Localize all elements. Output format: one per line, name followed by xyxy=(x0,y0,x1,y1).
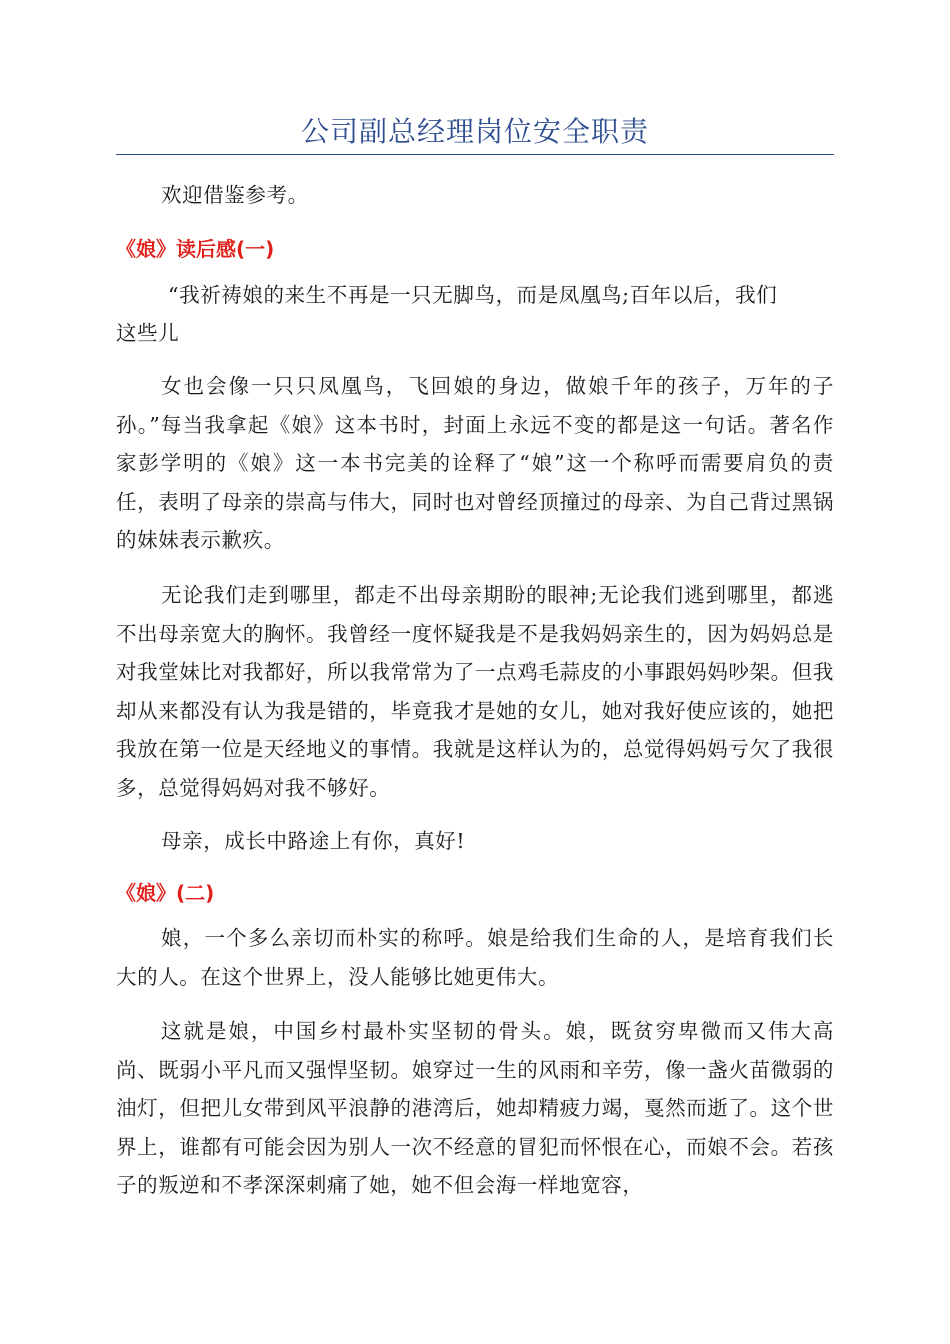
section2-paragraph-1: 娘，一个多么亲切而朴实的称呼。娘是给我们生命的人，是培育我们长大的人。在这个世界上，没人能够比她更伟大。 xyxy=(116,926,834,989)
title-underline xyxy=(116,154,834,155)
document-title: 公司副总经理岗位安全职责 xyxy=(300,115,649,148)
section-heading-2: 《娘》(二) xyxy=(116,881,215,905)
section1-paragraph-1-line-1: “我祈祷娘的来生不再是一只无脚鸟，而是凤凰鸟;百年以后，我们 xyxy=(168,283,778,307)
section2-paragraph-2: 这就是娘，中国乡村最朴实坚韧的骨头。娘，既贫穷卑微而又伟大高尚、既弱小平凡而又强悍坚韧。娘穿过一生的风雨和辛劳，像一盏火苗微弱的油灯，但把儿女带到风平浪静的港湾后，她却精疲力竭，戛然而逝了。这个世界上，谁都有可能会因为别人一次不经意的冒犯而怀恨在心，而娘不会。若孩子的叛逆和不孝深深刺痛了她，她不但会海一样地宽容， xyxy=(116,1019,834,1197)
section1-paragraph-4: 母亲，成长中路途上有你，真好! xyxy=(161,829,466,853)
section1-paragraph-2: 女也会像一只只凤凰鸟，飞回娘的身边，做娘千年的孩子，万年的子孙。”每当我拿起《娘》这本书时，封面上永远不变的都是这一句话。著名作家彭学明的《娘》这一本书完美的诠释了“娘”这一个称呼而需要肩负的责任，表明了母亲的崇高与伟大，同时也对曾经顶撞过的母亲、为自己背过黑锅的妹妹表示歉疚。 xyxy=(116,374,834,552)
intro-paragraph: 欢迎借鉴参考。 xyxy=(161,183,309,207)
section1-paragraph-3: 无论我们走到哪里，都走不出母亲期盼的眼神;无论我们逃到哪里，都逃不出母亲宽大的胸怀。我曾经一度怀疑我是不是我妈妈亲生的，因为妈妈总是对我堂妹比对我都好，所以我常常为了一点鸡毛蒜皮的小事跟妈妈吵架。但我却从来都没有认为我是错的，毕竟我才是她的女儿，她对我好使应该的，她把我放在第一位是天经地义的事情。我就是这样认为的，总觉得妈妈亏欠了我很多，总觉得妈妈对我不够好。 xyxy=(116,583,834,800)
section1-paragraph-1-line-2: 这些儿 xyxy=(116,321,180,345)
section-heading-1: 《娘》读后感(一) xyxy=(116,237,275,261)
